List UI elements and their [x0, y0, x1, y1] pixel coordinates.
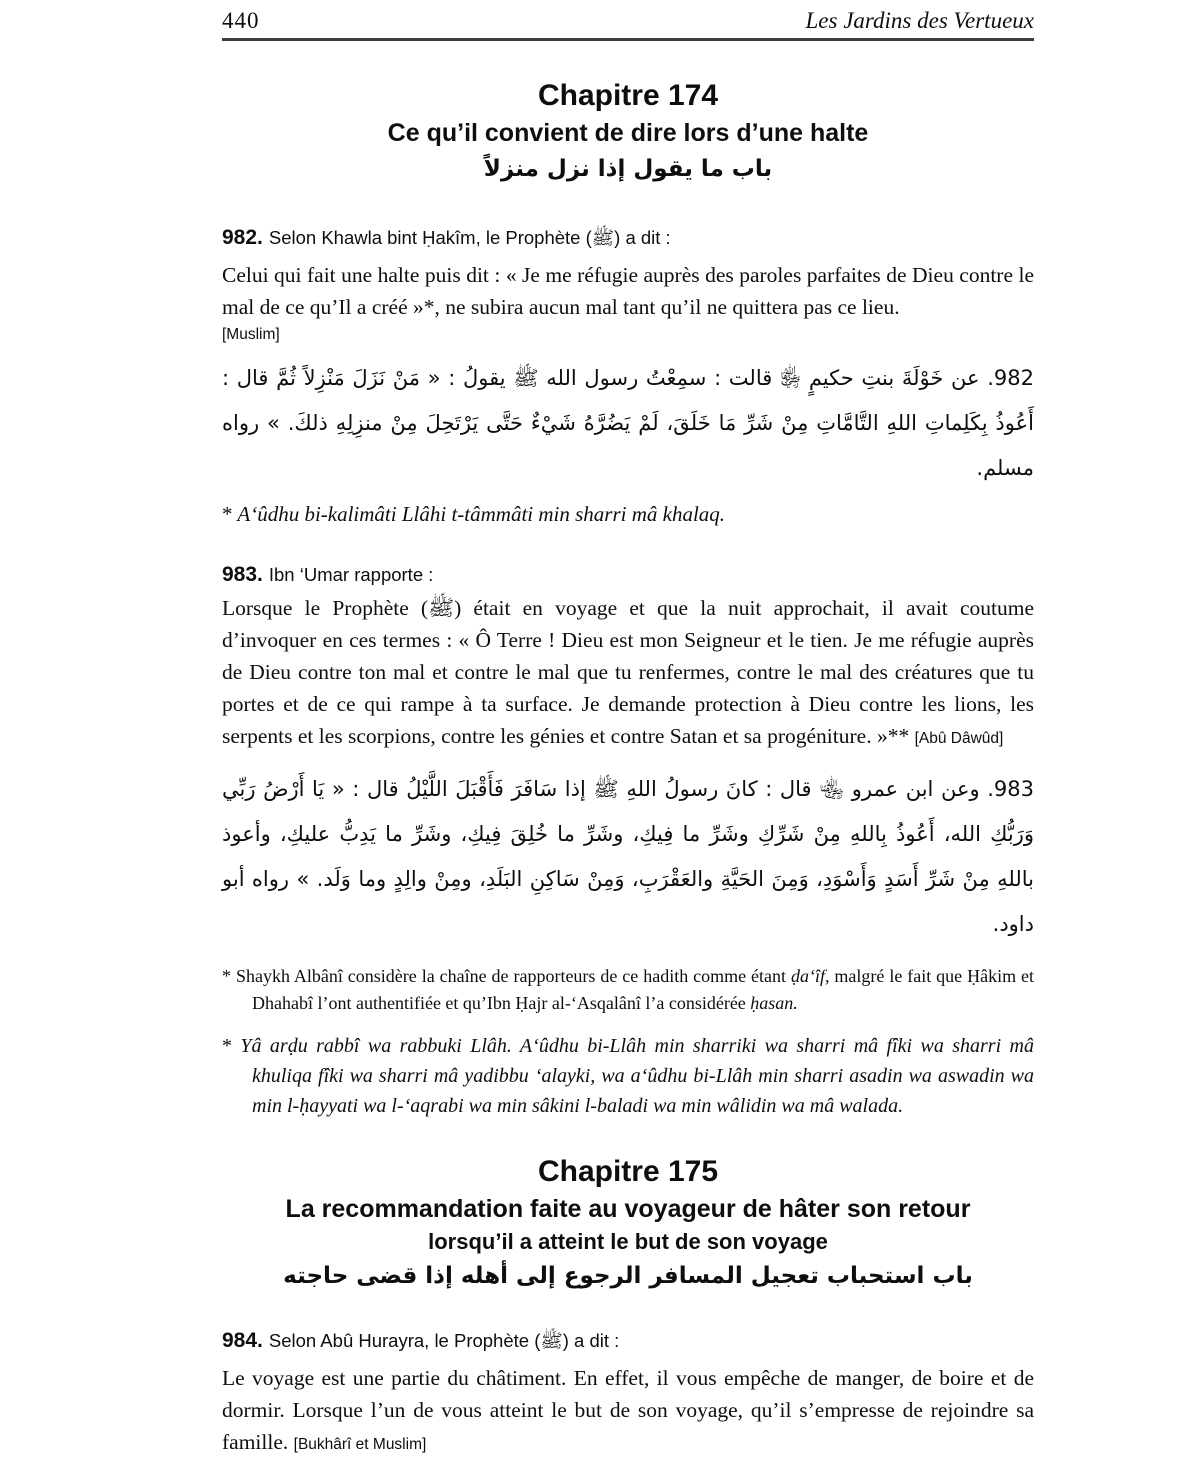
hadith-982-intro: Selon Khawla bint Ḥakîm, le Prophète (ﷺ) a dit : [268, 227, 671, 248]
hadith-983-source: [Abû Dâwûd] [914, 730, 1004, 747]
hadith-982-source: [Muslim] [222, 326, 280, 343]
hadith-983-heading [222, 563, 1034, 587]
footnote-daif-term2: ḥasan. [750, 993, 798, 1013]
chapter-175-title-ar: باب استحباب تعجيل المسافر الرجوع إلى أهله إذا قضى حاجته [283, 1263, 973, 1289]
footnote-daif-term1: ḍa‘îf, [790, 966, 830, 986]
footnote-daif [222, 963, 1034, 1017]
hadith-982-source-line [222, 326, 1034, 344]
hadith-983-transliteration-text: Yâ arḍu rabbî wa rabbuki Llâh. A‘ûdhu bi-Llâh min sharriki wa sharri mâ fîki wa sharri mâ khuliqa fîki wa sharri mâ yadibbu ‘alayki, wa a‘ûdhu bi-Llâh min sharri asadin wa aswadin wa min l-ḥayyati wa l-‘aqrabi wa min sâkini l-baladi wa min wâlidin wa mâ walada. [240, 1035, 1034, 1117]
page-content [222, 0, 1034, 1461]
hadith-982-heading [222, 226, 1034, 254]
footnote-daif-part2: malgré le fait que Ḥâkim et Dhahabî l’ont authentifiée et qu’Ibn Ḥajr al-‘Asqalânî l’a considérée [252, 966, 1035, 1013]
hadith-984-intro: Selon Abû Hurayra, le Prophète (ﷺ) a dit : [268, 1330, 620, 1351]
page-header [222, 0, 1034, 34]
chapter-174-title-ar: باب ما يقول إذا نزل منزلاً [483, 156, 773, 182]
hadith-982-number: 982. [222, 226, 263, 249]
footnote-marker: * [222, 502, 233, 526]
hadith-983-intro: Ibn ‘Umar rapporte : [268, 564, 434, 585]
hadith-983-transliteration [222, 1031, 1034, 1121]
hadith-983-body [222, 592, 1034, 755]
footnote-marker: * [222, 966, 231, 986]
hadith-982-transliteration [222, 499, 1034, 529]
chapter-175-title-fr-line2: lorsqu’il a atteint le but de son voyage [428, 1229, 828, 1254]
hadith-984-body [222, 1362, 1034, 1461]
hadith-984-heading [222, 1329, 1034, 1357]
footnote-daif-part1: Shaykh Albânî considère la chaîne de rapporteurs de ce hadith comme étant [235, 966, 791, 986]
hadith-984-number: 984. [222, 1329, 263, 1352]
hadith-982-transliteration-text: A‘ûdhu bi-kalimâti Llâhi t-tâmmâti min sharri mâ khalaq. [237, 502, 726, 526]
hadith-982-arabic: 982. عن خَوْلَةَ بنتِ حكيمٍ ﵂ قالت : سمِعْتُ رسول الله ﷺ يقولُ : « مَنْ نَزَلَ مَنْزِلاً ثُمَّ قال : أَعُوذُ بِكَلِماتِ اللهِ التَّامَّاتِ مِنْ شَرِّ مَا خَلَقَ، لَمْ يَضُرَّهُ شَيْءٌ حَتَّى يَرْتَحِلَ مِنْ منزِلِهِ ذلكَ. » رواه مسلم. [222, 366, 1034, 480]
chapter-175-title-fr-line1: La recommandation faite au voyageur de hâter son retour [285, 1195, 971, 1223]
chapter-174-label: Chapitre 174 [537, 79, 719, 112]
hadith-984-body-text: Le voyage est une partie du châtiment. En effet, il vous empêche de manger, de boire et de dormir. Lorsque l’un de vous atteint le but de son voyage, qu’il s’empresse de rejoindre sa famille. [222, 1366, 1034, 1454]
footnote-marker: * [222, 1035, 232, 1057]
hadith-984-source: [Bukhârî et Muslim] [293, 1436, 427, 1453]
hadith-983-number: 983. [222, 563, 263, 586]
chapter-174-title-fr: Ce qu’il convient de dire lors d’une halte [387, 119, 869, 147]
hadith-983-arabic: 983. وعن ابن عمرو ﵄ قال : كانَ رسولُ اللهِ ﷺ إذا سَافَرَ فَأَقْبَلَ اللَّيْلُ قال : « يَا أَرْضُ رَبِّي وَرَبُّكِ الله، أَعُوذُ بِاللهِ مِنْ شَرِّكِ وشَرِّ ما فِيكِ، وشَرِّ ما خُلِقَ فِيكِ، وشَرِّ ما يَدِبُّ عليكِ، وأعوذ باللهِ مِنْ شَرِّ أَسَدٍ وَأَسْوَدِ، وَمِنَ الحَيَّةِ والعَقْرَبِ، وَمِنْ سَاكِنِ البَلَدِ، ومِنْ والِدٍ وما وَلَد. » رواه أبو داود. [222, 777, 1034, 936]
running-title: Les Jardins des Vertueux [805, 8, 1034, 33]
hadith-983-body-text: Lorsque le Prophète (ﷺ) était en voyage et que la nuit approchait, il avait coutume d’invoquer en ces termes : « Ô Terre ! Dieu est mon Seigneur et le tien. Je me réfugie auprès de Dieu contre ton mal et contre le mal que tu renfermes, contre le mal des créatures que tu portes et de ce qui rampe à ta surface. Je demande protection à Dieu contre les lions, les serpents et les scorpions, contre les génies et contre Satan et sa progéniture. »** [222, 596, 1034, 748]
page-number: 440 [222, 8, 260, 33]
chapter-175-label: Chapitre 175 [537, 1155, 719, 1188]
header-rule [222, 38, 1034, 41]
hadith-982-body: Celui qui fait une halte puis dit : « Je me réfugie auprès des paroles parfaites de Dieu contre le mal de ce qu’Il a créé »*, ne subira aucun mal tant qu’il ne quittera pas ce lieu. [222, 263, 1034, 319]
